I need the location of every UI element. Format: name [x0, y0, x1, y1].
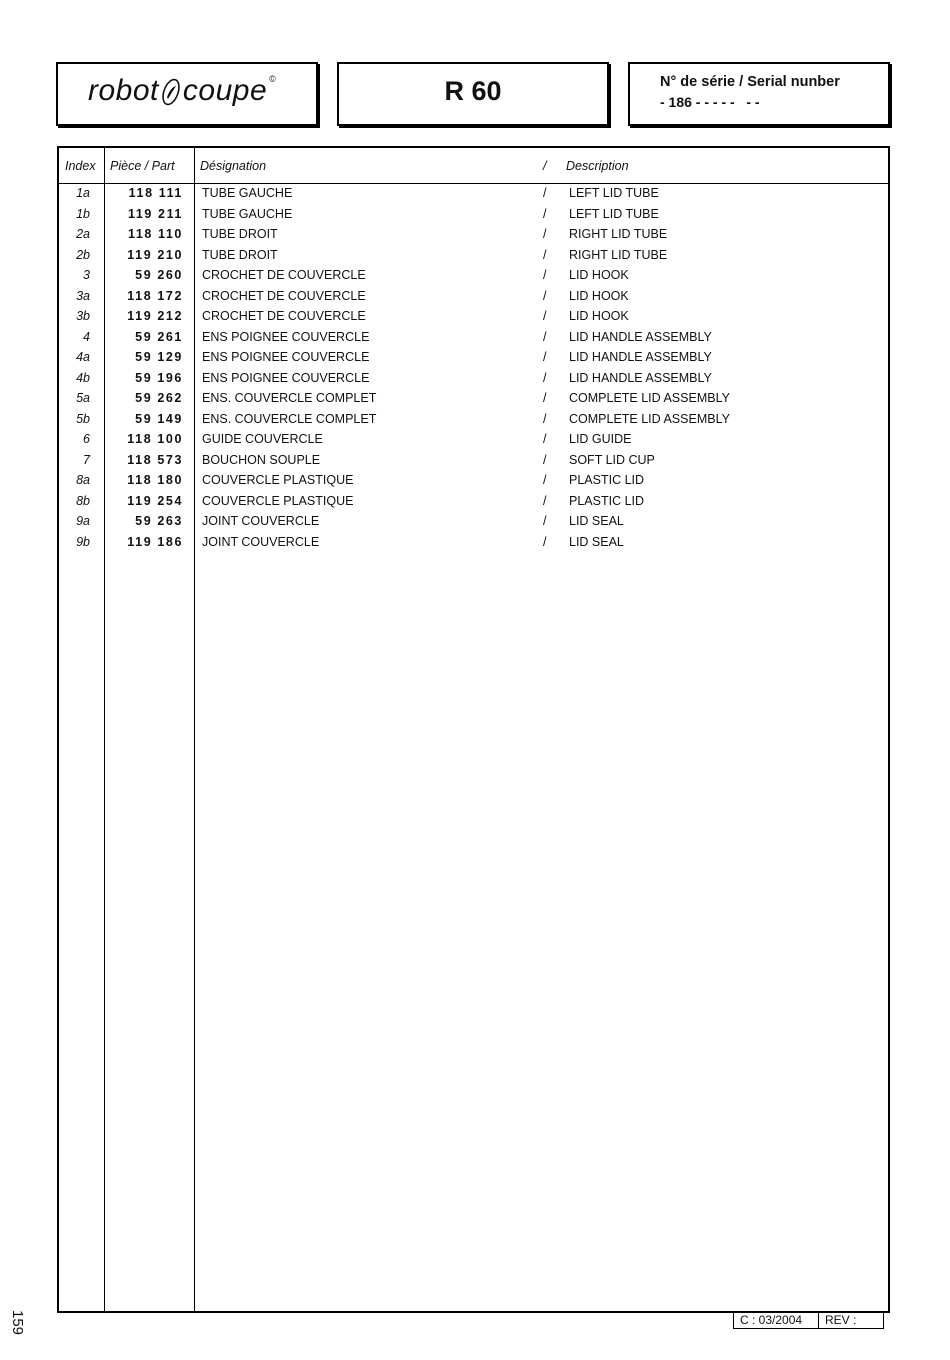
row-description: LID HANDLE ASSEMBLY [569, 350, 712, 364]
model-title: R 60 [444, 76, 502, 106]
header-index: Index [65, 159, 96, 173]
row-part-number: 59 149 [135, 411, 183, 426]
row-part-number: 119 211 [127, 206, 183, 221]
row-designation: BOUCHON SOUPLE [202, 452, 321, 467]
table-row [59, 473, 888, 493]
row-designation: ENS. COUVERCLE COMPLET [202, 391, 377, 405]
table-row [59, 412, 888, 432]
row-part-number: 118 111 [128, 186, 183, 200]
table-row [59, 350, 888, 370]
row-description: LID GUIDE [569, 432, 632, 446]
row-description: LID HANDLE ASSEMBLY [569, 370, 712, 385]
row-separator: / [543, 473, 547, 487]
table-row [59, 391, 888, 411]
table-row [59, 227, 888, 247]
row-part-number: 118 100 [127, 432, 183, 446]
header-divider [59, 183, 888, 184]
page-number: 159 [9, 1310, 26, 1336]
row-description: LID SEAL [569, 534, 624, 549]
row-index: 5a [76, 391, 90, 405]
row-index: 8b [76, 493, 90, 508]
table-row [59, 453, 888, 473]
row-index: 3a [76, 288, 90, 303]
row-part-number: 118 110 [127, 227, 183, 241]
row-index: 3b [76, 309, 90, 323]
table-row [59, 494, 888, 514]
row-description: LID SEAL [569, 514, 624, 528]
row-index: 2a [76, 227, 90, 241]
row-index: 5b [76, 411, 90, 426]
row-index: 9a [76, 514, 90, 528]
row-index: 3 [83, 268, 90, 282]
row-description: RIGHT LID TUBE [569, 247, 668, 262]
row-description: PLASTIC LID [569, 473, 645, 487]
row-designation: TUBE GAUCHE [202, 186, 293, 200]
row-separator: / [543, 309, 547, 323]
row-separator: / [543, 452, 547, 467]
serial-value: - 186 - - - - - - - [660, 94, 760, 110]
table-row [59, 514, 888, 534]
row-part-number: 119 186 [127, 534, 183, 549]
brand-logo [88, 74, 276, 108]
row-separator: / [543, 186, 547, 200]
row-description: LID HANDLE ASSEMBLY [569, 329, 712, 344]
row-part-number: 59 263 [135, 514, 183, 528]
revision-box [733, 1311, 884, 1329]
row-index: 9b [76, 534, 90, 549]
row-part-number: 119 212 [127, 309, 183, 323]
row-part-number: 119 210 [127, 247, 183, 262]
row-separator: / [543, 227, 547, 241]
row-separator: / [543, 268, 547, 282]
row-description: COMPLETE LID ASSEMBLY [569, 411, 730, 426]
row-designation: ENS POIGNEE COUVERCLE [202, 329, 370, 344]
row-index: 1b [76, 206, 90, 221]
row-separator: / [543, 514, 547, 528]
table-row [59, 289, 888, 309]
row-part-number: 118 172 [127, 288, 183, 303]
revision-date: C : 03/2004 [734, 1312, 819, 1328]
row-separator: / [543, 493, 547, 508]
row-index: 4b [76, 370, 90, 385]
row-separator: / [543, 247, 547, 262]
row-designation: COUVERCLE PLASTIQUE [202, 473, 354, 487]
row-description: RIGHT LID TUBE [569, 227, 668, 241]
table-row [59, 309, 888, 329]
row-separator: / [543, 206, 547, 221]
row-description: LID HOOK [569, 268, 629, 282]
row-separator: / [543, 411, 547, 426]
header-designation: Désignation [200, 159, 267, 173]
table-row [59, 207, 888, 227]
serial-label: N° de série / Serial nunber [660, 74, 840, 90]
serial-box [628, 62, 890, 126]
header-part: Pièce / Part [110, 159, 175, 173]
table-row [59, 186, 888, 206]
row-description: SOFT LID CUP [569, 452, 655, 467]
table-row [59, 535, 888, 555]
revision-label: REV : [825, 1313, 857, 1327]
row-separator: / [543, 534, 547, 549]
row-description: COMPLETE LID ASSEMBLY [569, 391, 730, 405]
table-row [59, 330, 888, 350]
brand-logo-box [56, 62, 318, 126]
row-separator: / [543, 329, 547, 344]
row-designation: TUBE DROIT [202, 247, 278, 262]
blade-icon [159, 77, 183, 107]
row-designation: ENS POIGNEE COUVERCLE [202, 370, 370, 385]
row-description: PLASTIC LID [569, 493, 645, 508]
row-part-number: 118 573 [127, 452, 183, 467]
table-row [59, 432, 888, 452]
table-row [59, 268, 888, 288]
row-separator: / [543, 432, 547, 446]
row-designation: TUBE DROIT [202, 227, 278, 241]
table-row [59, 248, 888, 268]
row-index: 8a [76, 473, 90, 487]
row-separator: / [543, 391, 547, 405]
table-row [59, 371, 888, 391]
row-index: 7 [83, 452, 90, 467]
row-part-number: 59 262 [135, 391, 183, 405]
row-part-number: 59 196 [135, 370, 183, 385]
header-description: Description [566, 159, 629, 173]
row-part-number: 59 261 [135, 329, 183, 344]
row-index: 2b [76, 247, 90, 262]
row-description: LEFT LID TUBE [569, 186, 659, 200]
row-designation: JOINT COUVERCLE [202, 514, 320, 528]
parts-table [57, 146, 890, 1313]
row-description: LID HOOK [569, 309, 629, 323]
row-part-number: 59 260 [135, 268, 183, 282]
model-box [337, 62, 609, 126]
row-index: 6 [83, 432, 90, 446]
brand-logo-left: robot [88, 74, 159, 107]
row-designation: JOINT COUVERCLE [202, 534, 320, 549]
row-designation: CROCHET DE COUVERCLE [202, 288, 366, 303]
row-index: 4a [76, 350, 90, 364]
row-part-number: 118 180 [127, 473, 183, 487]
row-description: LEFT LID TUBE [569, 206, 659, 221]
row-designation: ENS POIGNEE COUVERCLE [202, 350, 370, 364]
row-designation: GUIDE COUVERCLE [202, 432, 323, 446]
row-separator: / [543, 288, 547, 303]
row-part-number: 119 254 [127, 493, 183, 508]
row-designation: ENS. COUVERCLE COMPLET [202, 411, 377, 426]
row-designation: CROCHET DE COUVERCLE [202, 309, 366, 323]
row-separator: / [543, 370, 547, 385]
row-description: LID HOOK [569, 288, 629, 303]
row-designation: TUBE GAUCHE [202, 206, 293, 221]
brand-logo-right: coupe [182, 74, 268, 107]
row-index: 1a [76, 186, 90, 200]
row-index: 4 [83, 329, 90, 344]
row-designation: CROCHET DE COUVERCLE [202, 268, 366, 282]
row-separator: / [543, 350, 547, 364]
registered-mark: © [269, 74, 277, 84]
header-separator: / [543, 159, 547, 173]
row-part-number: 59 129 [135, 350, 183, 364]
row-designation: COUVERCLE PLASTIQUE [202, 493, 354, 508]
